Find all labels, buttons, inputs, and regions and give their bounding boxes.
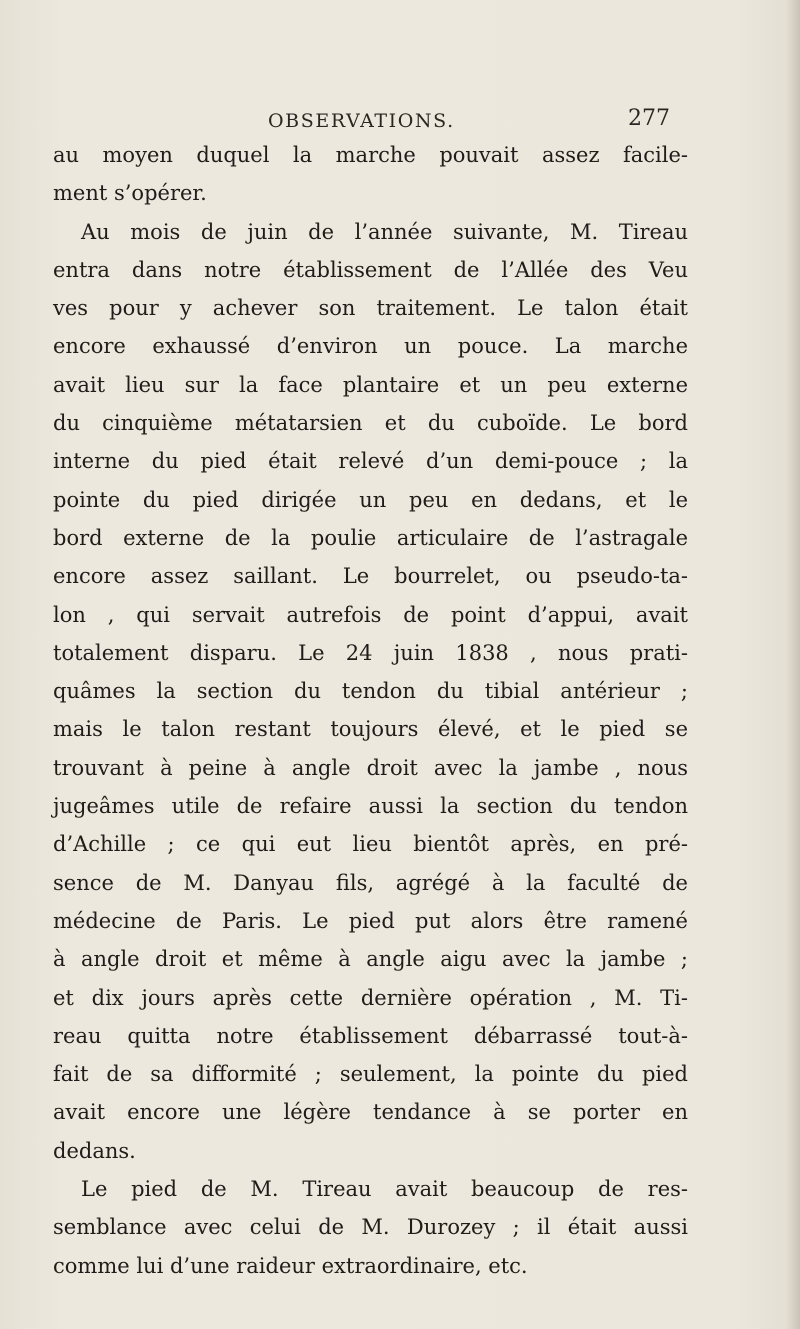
text-line: bord externe de la poulie articulaire de l’astragale — [53, 525, 688, 550]
text-line: médecine de Paris. Le pied put alors être ramené — [53, 908, 688, 933]
text-line: du cinquième métatarsien et du cuboïde. Le bord — [53, 411, 688, 436]
text-line: quâmes la section du tendon du tibial antérieur ; — [53, 679, 688, 704]
text-line: entra dans notre établissement de l’Allée des Veu — [53, 257, 688, 282]
text-line: comme lui d’une raideur extraordinaire, etc. — [53, 1253, 528, 1278]
text-line: avait encore une légère tendance à se porter en — [53, 1100, 688, 1125]
text-line: à angle droit et même à angle aigu avec la jambe ; — [53, 947, 688, 972]
text-line: totalement disparu. Le 24 juin 1838 , nous prati- — [53, 640, 688, 665]
page-number: 277 — [628, 106, 670, 131]
text-line: d’Achille ; ce qui eut lieu bientôt après, en pré- — [53, 832, 688, 857]
text-line: sence de M. Danyau fils, agrégé à la faculté de — [53, 870, 688, 895]
text-line: et dix jours après cette dernière opération , M. Ti- — [53, 985, 688, 1010]
page-header — [0, 106, 800, 138]
text-line: Au mois de juin de l’année suivante, M. Tireau — [81, 219, 688, 244]
text-line: encore exhaussé d’environ un pouce. La marche — [53, 334, 688, 359]
text-line: lon , qui servait autrefois de point d’appui, avait — [53, 602, 688, 627]
text-line: jugeâmes utile de refaire aussi la section du tendon — [53, 794, 688, 819]
text-line: avait lieu sur la face plantaire et un peu externe — [53, 372, 688, 397]
body-text — [53, 136, 688, 1285]
text-line: semblance avec celui de M. Durozey ; il était aussi — [53, 1215, 688, 1240]
text-line: au moyen duquel la marche pouvait assez facile- — [53, 143, 688, 167]
text-line: ves pour y achever son traitement. Le talon était — [53, 296, 688, 321]
text-line: pointe du pied dirigée un peu en dedans, et le — [53, 487, 688, 512]
running-title: OBSERVATIONS. — [268, 110, 455, 132]
text-line: mais le talon restant toujours élevé, et le pied se — [53, 717, 688, 742]
text-line: encore assez saillant. Le bourrelet, ou pseudo-ta- — [53, 564, 688, 589]
text-line: trouvant à peine à angle droit avec la jambe , nous — [53, 755, 688, 780]
text-line: interne du pied était relevé d’un demi-pouce ; la — [53, 449, 688, 474]
text-line: fait de sa difformité ; seulement, la pointe du pied — [53, 1062, 688, 1087]
text-line: ment s’opérer. — [53, 181, 207, 206]
text-line: reau quitta notre établissement débarrassé tout-à- — [53, 1023, 688, 1048]
text-line: Le pied de M. Tireau avait beaucoup de res- — [81, 1177, 688, 1202]
page-edge-shadow — [786, 0, 800, 1329]
text-line: dedans. — [53, 1138, 136, 1163]
